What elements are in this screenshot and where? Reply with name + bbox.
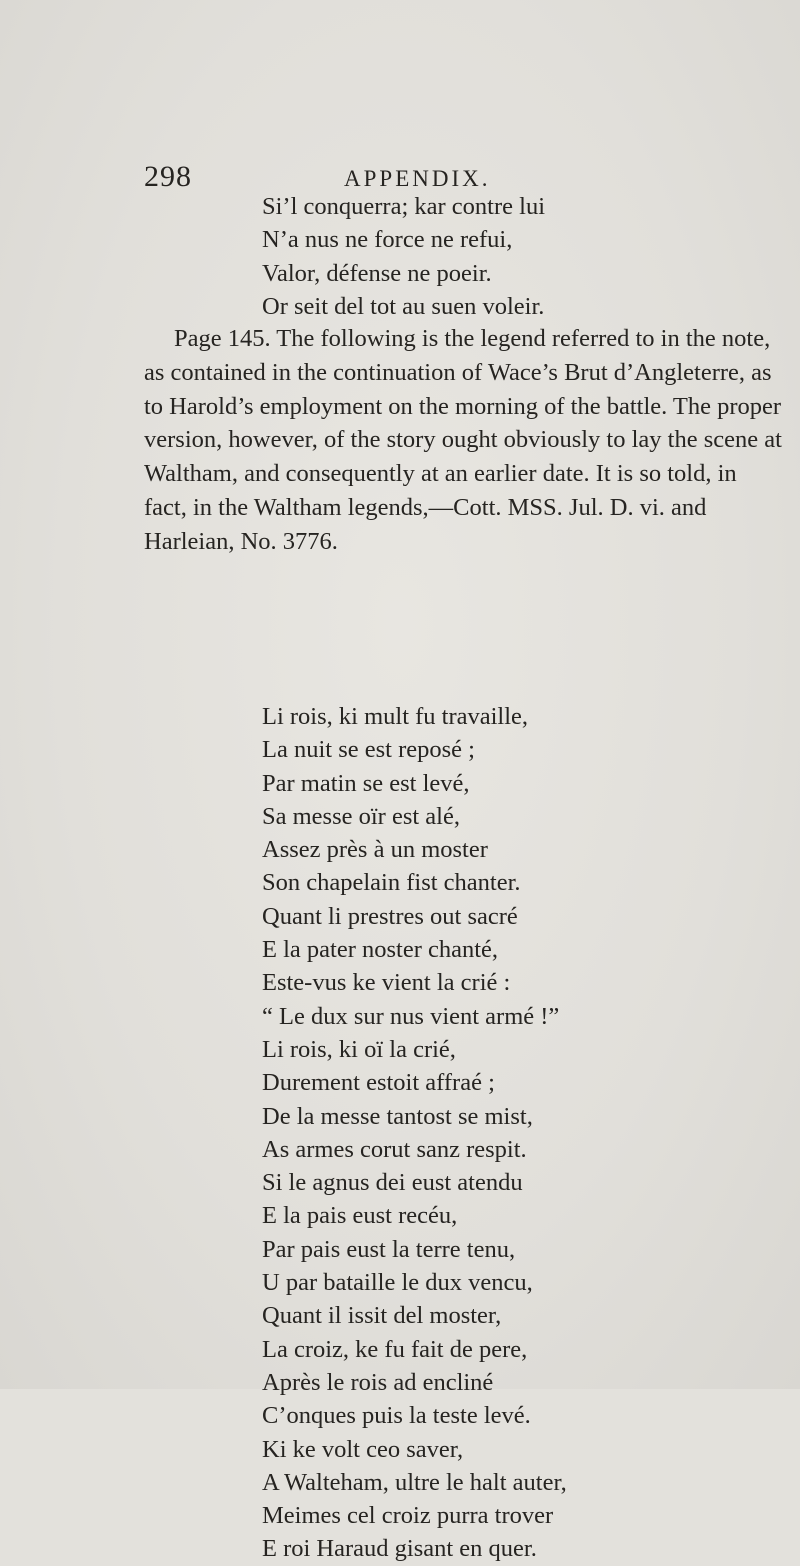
verse-line: De la messe tantost se mist, [262, 1102, 533, 1130]
prose-line: Waltham, and consequently at an earlier date. It is so told, in [144, 460, 737, 488]
verse-stanza-main [262, 700, 567, 1566]
verse-line: Valor, défense ne poeir. [262, 259, 492, 287]
prose-line: version, however, of the story ought obviously to lay the scene at [144, 426, 782, 454]
verse-line: C’onques puis la teste levé. [262, 1402, 531, 1430]
prose-line: fact, in the Waltham legends,—Cott. MSS. Jul. D. vi. and [144, 493, 707, 521]
verse-line: Après le rois ad encliné [262, 1368, 494, 1396]
prose-paragraph [144, 322, 800, 559]
verse-line: Par pais eust la terre tenu, [262, 1235, 516, 1263]
verse-line: La nuit se est reposé ; [262, 736, 475, 764]
verse-line: Durement estoit affraé ; [262, 1069, 495, 1097]
running-head-title: APPENDIX. [344, 166, 491, 191]
verse-line: Assez près à un moster [262, 836, 488, 864]
verse-line: Si le agnus dei eust atendu [262, 1169, 523, 1197]
verse-stanza-top [262, 190, 545, 323]
verse-line: Par matin se est levé, [262, 769, 470, 797]
verse-line: Or seit del tot au suen voleir. [262, 292, 545, 320]
prose-line: as contained in the continuation of Wace’s Brut d’Angleterre, as [144, 358, 772, 386]
page-number: 298 [144, 160, 192, 193]
verse-line: E roi Haraud gisant en quer. [262, 1535, 537, 1563]
verse-line: E la pater noster chanté, [262, 936, 499, 964]
verse-line: A Walteham, ultre le halt auter, [262, 1468, 567, 1496]
verse-line: Ki ke volt ceo saver, [262, 1435, 464, 1463]
verse-line: Si’l conquerra; kar contre lui [262, 193, 546, 220]
prose-line: to Harold’s employment on the morning of the battle. The proper [144, 392, 782, 420]
prose-line: Page 145. The following is the legend referred to in the note, [174, 325, 771, 352]
verse-line: Li rois, ki oï la crié, [262, 1035, 456, 1063]
verse-line: Quant il issit del moster, [262, 1302, 502, 1330]
verse-line: As armes corut sanz respit. [262, 1135, 527, 1163]
verse-line: “ Le dux sur nus vient armé !” [262, 1002, 560, 1030]
verse-line: U par bataille le dux vencu, [262, 1269, 533, 1297]
verse-line: Meimes cel croiz purra trover [262, 1502, 554, 1530]
verse-line: Son chapelain fist chanter. [262, 869, 521, 897]
verse-line: La croiz, ke fu fait de pere, [262, 1335, 528, 1363]
verse-line: Este-vus ke vient la crié : [262, 969, 511, 997]
verse-line: E la pais eust recéu, [262, 1202, 458, 1230]
verse-line: Quant li prestres out sacré [262, 902, 518, 930]
verse-line: Li rois, ki mult fu travaille, [262, 703, 529, 730]
prose-line: Harleian, No. 3776. [144, 527, 338, 555]
verse-line: N’a nus ne force ne refui, [262, 226, 513, 254]
verse-line: Sa messe oïr est alé, [262, 802, 460, 830]
